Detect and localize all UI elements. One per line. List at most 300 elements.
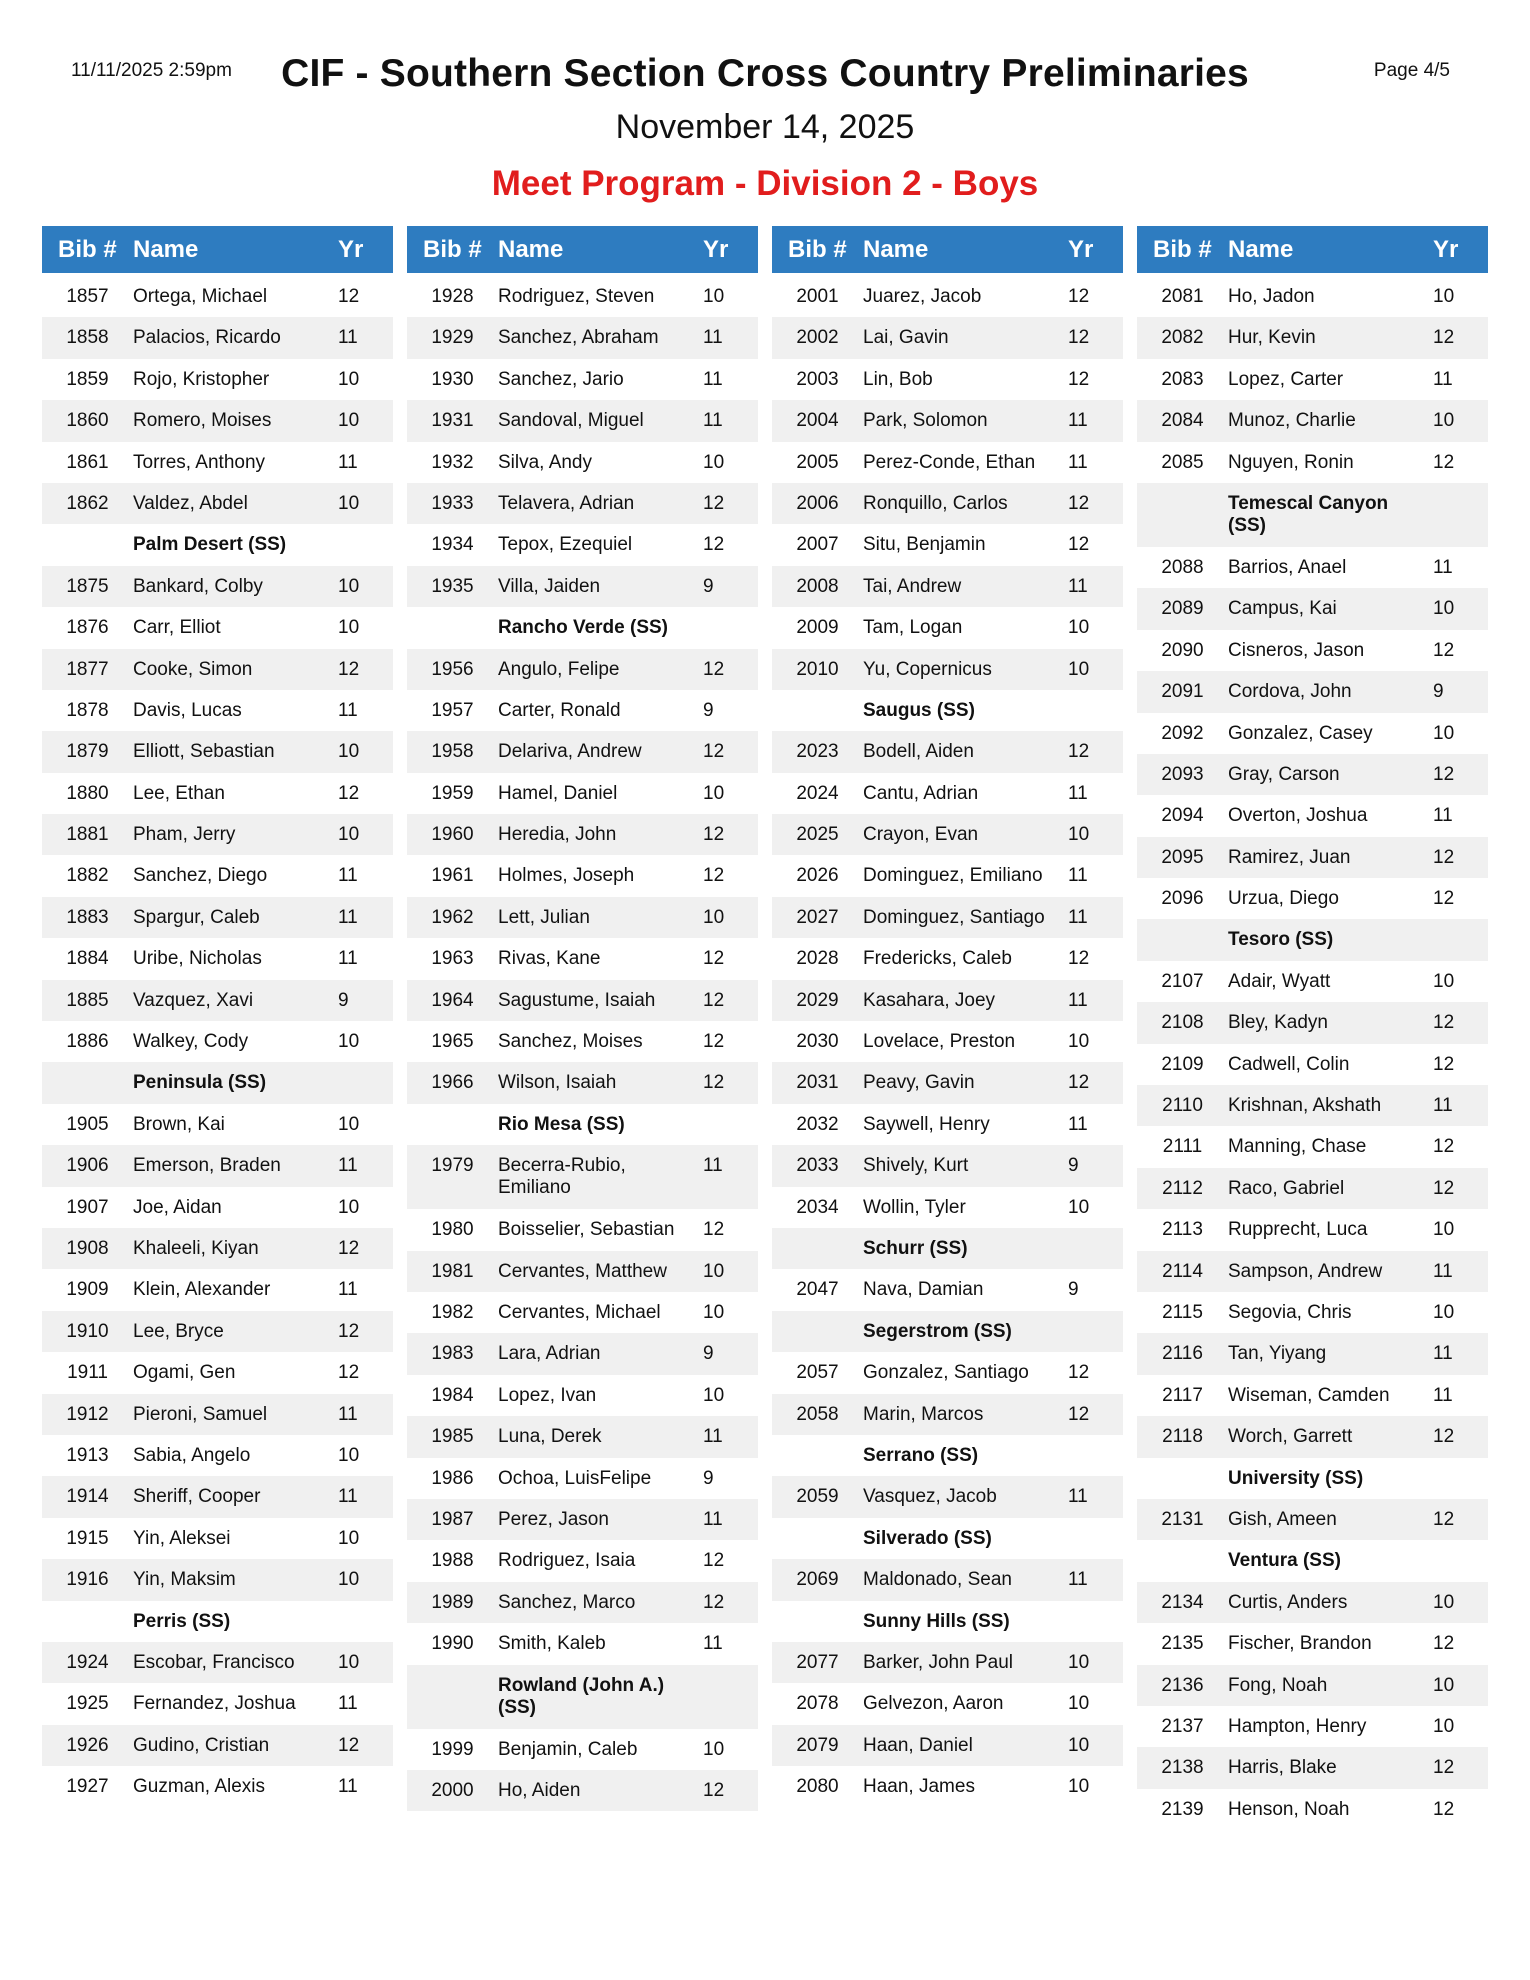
grade-year: 10	[338, 1031, 360, 1053]
bib-number: 1960	[431, 824, 474, 846]
bib-number: 1931	[431, 410, 474, 432]
athlete-name: Overton, Joshua	[1228, 805, 1368, 827]
team-header-row	[42, 1062, 393, 1103]
team-name: Rowland (John A.) (SS)	[498, 1674, 665, 1718]
bib-number: 1859	[66, 368, 109, 390]
athlete-name: Spargur, Caleb	[133, 906, 260, 928]
bib-header: Bib #	[788, 235, 847, 263]
table-row	[407, 1729, 758, 1770]
table-row	[42, 1021, 393, 1062]
grade-year: 12	[703, 1031, 725, 1053]
athlete-name: Cadwell, Colin	[1228, 1053, 1350, 1075]
athlete-name: Vasquez, Jacob	[863, 1486, 997, 1508]
athlete-name: Joe, Aidan	[133, 1196, 222, 1218]
name-header: Name	[133, 235, 199, 263]
grade-year: 12	[1433, 1426, 1455, 1448]
table-row	[772, 1559, 1123, 1600]
athlete-name: Lai, Gavin	[863, 327, 949, 349]
athlete-name: Tai, Andrew	[863, 575, 962, 597]
athlete-name: Uribe, Nicholas	[133, 948, 262, 970]
table-row	[772, 649, 1123, 690]
athlete-name: Sandoval, Miguel	[498, 410, 644, 432]
bib-number: 2032	[796, 1113, 839, 1135]
bib-number: 2058	[796, 1403, 839, 1425]
bib-number: 2034	[796, 1196, 839, 1218]
table-row	[1137, 1375, 1488, 1416]
grade-year: 11	[1068, 1569, 1088, 1591]
grade-year: 12	[1433, 1177, 1455, 1199]
table-row	[1137, 837, 1488, 878]
bib-number: 2028	[796, 948, 839, 970]
bib-number: 1956	[431, 658, 474, 680]
table-row	[42, 1187, 393, 1228]
grade-year: 12	[1433, 1012, 1455, 1034]
table-row	[42, 442, 393, 483]
grade-year: 12	[703, 492, 725, 514]
entries-column-2	[407, 226, 758, 1830]
bib-number: 1908	[66, 1237, 109, 1259]
table-row	[42, 1725, 393, 1766]
bib-number: 2078	[796, 1693, 839, 1715]
table-row	[1137, 400, 1488, 441]
athlete-name: Krishnan, Akshath	[1228, 1095, 1382, 1117]
bib-number: 2069	[796, 1569, 839, 1591]
athlete-name: Bankard, Colby	[133, 575, 263, 597]
athlete-name: Boisselier, Sebastian	[498, 1219, 675, 1241]
grade-year: 12	[1433, 1053, 1455, 1075]
table-row	[772, 773, 1123, 814]
athlete-name: Telavera, Adrian	[498, 492, 635, 514]
bib-number: 2007	[796, 534, 839, 556]
athlete-name: Henson, Noah	[1228, 1798, 1350, 1820]
athlete-name: Ochoa, LuisFelipe	[498, 1467, 652, 1489]
bib-number: 1926	[66, 1734, 109, 1756]
athlete-name: Perez-Conde, Ethan	[863, 451, 1036, 473]
table-row	[407, 690, 758, 731]
grade-year: 11	[338, 451, 358, 473]
grade-year: 11	[1068, 575, 1088, 597]
team-header-row	[772, 1518, 1123, 1559]
grade-year: 11	[1068, 1113, 1088, 1135]
table-row	[772, 731, 1123, 772]
table-row	[42, 1683, 393, 1724]
team-name: Temescal Canyon (SS)	[1228, 492, 1389, 536]
grade-year: 10	[703, 1738, 725, 1760]
name-header: Name	[863, 235, 929, 263]
bib-number: 1928	[431, 286, 474, 307]
athlete-name: Emerson, Braden	[133, 1155, 281, 1177]
grade-year: 11	[338, 1693, 358, 1715]
athlete-name: Yin, Aleksei	[133, 1527, 231, 1549]
grade-year: 11	[1068, 782, 1088, 804]
athlete-name: Gray, Carson	[1228, 763, 1340, 785]
athlete-name: Gonzalez, Santiago	[863, 1362, 1029, 1384]
grade-year: 10	[703, 1301, 725, 1323]
bib-number: 2112	[1162, 1177, 1203, 1199]
bib-number: 1905	[66, 1113, 109, 1135]
bib-number: 1924	[66, 1651, 109, 1673]
athlete-name: Park, Solomon	[863, 410, 988, 432]
athlete-name: Rupprecht, Luca	[1228, 1219, 1368, 1241]
grade-year: 10	[338, 575, 360, 597]
table-row	[407, 359, 758, 400]
table-row	[407, 649, 758, 690]
bib-number: 2030	[796, 1031, 839, 1053]
bib-number: 1880	[66, 782, 109, 804]
bib-number: 1912	[66, 1403, 109, 1425]
athlete-name: Gonzalez, Casey	[1228, 722, 1373, 744]
athlete-name: Sheriff, Cooper	[133, 1486, 261, 1508]
athlete-name: Crayon, Evan	[863, 824, 979, 846]
table-row	[42, 938, 393, 979]
grade-year: 12	[1068, 492, 1090, 514]
table-row	[772, 897, 1123, 938]
athlete-name: Walkey, Cody	[133, 1031, 249, 1053]
grade-year: 11	[703, 1633, 723, 1655]
table-row	[772, 566, 1123, 607]
athlete-name: Perez, Jason	[498, 1508, 609, 1530]
bib-number: 1933	[431, 492, 474, 514]
table-row	[407, 1582, 758, 1623]
grade-year: 10	[1433, 1674, 1455, 1696]
grade-year: 12	[1433, 451, 1455, 473]
team-name: Saugus (SS)	[863, 699, 975, 721]
table-row	[1137, 1002, 1488, 1043]
bib-number: 2059	[796, 1486, 839, 1508]
table-row	[772, 938, 1123, 979]
bib-number: 2082	[1161, 327, 1204, 349]
bib-number: 1935	[431, 575, 474, 597]
athlete-name: Lee, Bryce	[133, 1320, 224, 1342]
table-row	[407, 1062, 758, 1103]
bib-number: 2131	[1161, 1508, 1204, 1530]
column-header	[42, 226, 393, 273]
athlete-name: Juarez, Jacob	[863, 286, 982, 307]
bib-number: 2008	[796, 575, 839, 597]
bib-number: 1929	[431, 327, 474, 349]
grade-year: 12	[1068, 948, 1090, 970]
bib-number: 1877	[66, 658, 109, 680]
bib-number: 1885	[66, 989, 109, 1011]
bib-number: 2088	[1161, 556, 1204, 578]
athlete-name: Munoz, Charlie	[1228, 410, 1356, 432]
bib-number: 2113	[1162, 1219, 1203, 1241]
table-row	[407, 1145, 758, 1209]
table-row	[1137, 795, 1488, 836]
grade-year: 11	[1433, 556, 1453, 578]
grade-year: 12	[1433, 1757, 1455, 1779]
athlete-name: Sanchez, Jario	[498, 368, 624, 390]
table-row	[772, 1394, 1123, 1435]
table-row	[407, 566, 758, 607]
bib-number: 1987	[431, 1508, 474, 1530]
grade-year: 10	[1068, 1734, 1090, 1756]
team-name: Tesoro (SS)	[1228, 929, 1334, 951]
table-row	[1137, 1126, 1488, 1167]
bib-number: 2089	[1161, 598, 1204, 620]
bib-number: 1985	[431, 1426, 474, 1448]
athlete-name: Dominguez, Santiago	[863, 906, 1045, 928]
team-name: Serrano (SS)	[863, 1444, 979, 1466]
bib-number: 1965	[431, 1031, 474, 1053]
grade-year: 12	[1068, 534, 1090, 556]
athlete-name: Angulo, Felipe	[498, 658, 620, 680]
table-row	[1137, 1789, 1488, 1830]
athlete-name: Rodriguez, Isaia	[498, 1550, 636, 1572]
table-row	[772, 524, 1123, 565]
athlete-name: Davis, Lucas	[133, 699, 242, 721]
bib-number: 2003	[796, 368, 839, 390]
column-header	[407, 226, 758, 273]
table-row	[772, 1145, 1123, 1186]
bib-number: 2110	[1162, 1095, 1203, 1117]
grade-year: 11	[338, 1279, 358, 1301]
bib-number: 1986	[431, 1467, 474, 1489]
athlete-name: Kasahara, Joey	[863, 989, 996, 1011]
athlete-name: Silva, Andy	[498, 451, 592, 473]
bib-number: 2096	[1161, 888, 1204, 910]
bib-number: 2080	[796, 1776, 839, 1798]
table-row	[407, 1333, 758, 1374]
table-row	[42, 566, 393, 607]
grade-year: 12	[703, 989, 725, 1011]
grade-year: 12	[338, 1362, 360, 1384]
grade-year: 11	[338, 865, 358, 887]
grade-year: 12	[703, 1550, 725, 1572]
athlete-name: Rodriguez, Steven	[498, 286, 655, 307]
team-header-row	[42, 1601, 393, 1642]
grade-year: 11	[1068, 451, 1088, 473]
athlete-name: Curtis, Anders	[1228, 1591, 1348, 1613]
bib-number: 2107	[1161, 970, 1204, 992]
athlete-name: Lett, Julian	[498, 906, 590, 928]
bib-number: 1925	[66, 1693, 109, 1715]
grade-year: 11	[1433, 805, 1453, 827]
grade-year: 9	[338, 989, 349, 1011]
grade-year: 11	[338, 948, 358, 970]
bib-number: 1932	[431, 451, 474, 473]
grade-year: 10	[338, 741, 360, 763]
athlete-name: Guzman, Alexis	[133, 1776, 265, 1798]
table-row	[42, 980, 393, 1021]
bib-number: 1983	[431, 1343, 474, 1365]
athlete-name: Fischer, Brandon	[1228, 1633, 1372, 1655]
grade-year: 10	[1433, 1219, 1455, 1241]
table-row	[1137, 1333, 1488, 1374]
table-row	[42, 483, 393, 524]
grade-year: 11	[703, 327, 723, 349]
athlete-name: Barrios, Anael	[1228, 556, 1347, 578]
athlete-name: Heredia, John	[498, 824, 617, 846]
team-name: Sunny Hills (SS)	[863, 1610, 1010, 1632]
table-row	[1137, 630, 1488, 671]
athlete-name: Cooke, Simon	[133, 658, 253, 680]
grade-year: 10	[1068, 617, 1090, 639]
table-row	[1137, 1209, 1488, 1250]
team-header-row	[772, 1228, 1123, 1269]
entries-column-3	[772, 226, 1123, 1830]
bib-number: 1906	[66, 1155, 109, 1177]
athlete-name: Ho, Jadon	[1228, 286, 1315, 307]
page-number: Page 4/5	[1373, 60, 1450, 81]
athlete-name: Lopez, Ivan	[498, 1384, 597, 1406]
table-row	[407, 276, 758, 317]
name-header: Name	[1228, 235, 1294, 263]
table-row	[1137, 754, 1488, 795]
athlete-name: Rivas, Kane	[498, 948, 601, 970]
bib-header: Bib #	[423, 235, 482, 263]
athlete-name: Tan, Yiyang	[1228, 1343, 1327, 1365]
athlete-name: Tepox, Ezequiel	[498, 534, 633, 556]
athlete-name: Cervantes, Michael	[498, 1301, 661, 1323]
grade-year: 10	[338, 368, 360, 390]
bib-number: 2024	[796, 782, 839, 804]
print-timestamp: 11/11/2025 2:59pm	[71, 60, 232, 81]
table-row	[42, 814, 393, 855]
bib-number: 2026	[796, 865, 839, 887]
athlete-name: Klein, Alexander	[133, 1279, 271, 1301]
team-header-row	[407, 607, 758, 648]
bib-number: 2109	[1161, 1053, 1204, 1075]
bib-number: 2094	[1161, 805, 1204, 827]
athlete-name: Fong, Noah	[1228, 1674, 1328, 1696]
table-row	[407, 938, 758, 979]
table-row	[407, 1021, 758, 1062]
athlete-name: Lin, Bob	[863, 368, 933, 390]
entries-columns	[42, 226, 1488, 1830]
table-row	[772, 1269, 1123, 1310]
team-header-row	[1137, 1458, 1488, 1499]
athlete-name: Saywell, Henry	[863, 1113, 990, 1135]
table-row	[1137, 713, 1488, 754]
bib-number: 1961	[431, 865, 474, 887]
athlete-name: Harris, Blake	[1228, 1757, 1337, 1779]
bib-number: 2005	[796, 451, 839, 473]
team-header-row	[407, 1104, 758, 1145]
table-row	[42, 359, 393, 400]
grade-year: 11	[1068, 989, 1088, 1011]
athlete-name: Fredericks, Caleb	[863, 948, 1012, 970]
bib-number: 2095	[1161, 846, 1204, 868]
bib-number: 1999	[431, 1738, 474, 1760]
athlete-name: Urzua, Diego	[1228, 888, 1339, 910]
grade-year: 11	[1068, 410, 1088, 432]
athlete-name: Raco, Gabriel	[1228, 1177, 1345, 1199]
table-row	[407, 855, 758, 896]
table-row	[772, 814, 1123, 855]
bib-number: 2091	[1161, 681, 1204, 703]
grade-year: 12	[703, 824, 725, 846]
athlete-name: Sanchez, Marco	[498, 1591, 636, 1613]
table-row	[42, 1228, 393, 1269]
bib-number: 2090	[1161, 639, 1204, 661]
athlete-name: Adair, Wyatt	[1228, 970, 1331, 992]
athlete-name: Pham, Jerry	[133, 824, 236, 846]
grade-year: 12	[1433, 763, 1455, 785]
athlete-name: Holmes, Joseph	[498, 865, 635, 887]
athlete-name: Worch, Garrett	[1228, 1426, 1353, 1448]
table-row	[1137, 878, 1488, 919]
table-row	[1137, 547, 1488, 588]
grade-year: 10	[338, 617, 360, 639]
grade-year: 10	[338, 1651, 360, 1673]
grade-year: 12	[1068, 1362, 1090, 1384]
grade-year: 12	[1068, 1072, 1090, 1094]
table-row	[1137, 1665, 1488, 1706]
year-header: Yr	[1433, 235, 1459, 263]
grade-year: 12	[1433, 1508, 1455, 1530]
table-row	[1137, 1044, 1488, 1085]
grade-year: 11	[703, 1508, 723, 1530]
athlete-name: Nava, Damian	[863, 1279, 984, 1301]
bib-number: 2117	[1162, 1384, 1203, 1406]
table-row	[42, 1476, 393, 1517]
table-row	[42, 1352, 393, 1393]
grade-year: 11	[1433, 1260, 1453, 1282]
bib-number: 1857	[66, 286, 109, 307]
athlete-name: Hampton, Henry	[1228, 1715, 1367, 1737]
team-header-row	[772, 690, 1123, 731]
bib-number: 1861	[66, 451, 109, 473]
table-row	[42, 1104, 393, 1145]
grade-year: 10	[1068, 658, 1090, 680]
athlete-name: Haan, James	[863, 1776, 975, 1798]
team-header-row	[772, 1435, 1123, 1476]
table-row	[772, 359, 1123, 400]
grade-year: 10	[1433, 410, 1455, 432]
bib-number: 2004	[796, 410, 839, 432]
grade-year: 12	[703, 1591, 725, 1613]
grade-year: 12	[1433, 888, 1455, 910]
table-row	[42, 317, 393, 358]
table-row	[407, 1458, 758, 1499]
grade-year: 12	[703, 1072, 725, 1094]
bib-number: 1927	[66, 1776, 109, 1798]
athlete-name: Escobar, Francisco	[133, 1651, 295, 1673]
year-header: Yr	[1068, 235, 1094, 263]
athlete-name: Marin, Marcos	[863, 1403, 984, 1425]
grade-year: 10	[1068, 824, 1090, 846]
athlete-name: Dominguez, Emiliano	[863, 865, 1043, 887]
athlete-name: Sanchez, Moises	[498, 1031, 643, 1053]
table-row	[407, 814, 758, 855]
table-row	[42, 1642, 393, 1683]
grade-year: 12	[1068, 1403, 1090, 1425]
table-row	[42, 1394, 393, 1435]
table-row	[42, 276, 393, 317]
bib-number: 2084	[1161, 410, 1204, 432]
column-header	[772, 226, 1123, 273]
bib-number: 2136	[1161, 1674, 1204, 1696]
table-row	[407, 1292, 758, 1333]
bib-number: 2023	[796, 741, 839, 763]
grade-year: 9	[703, 575, 714, 597]
athlete-name: Palacios, Ricardo	[133, 327, 281, 349]
grade-year: 9	[1068, 1155, 1079, 1177]
table-row	[42, 855, 393, 896]
athlete-name: Wiseman, Camden	[1228, 1384, 1390, 1406]
bib-number: 2002	[796, 327, 839, 349]
table-row	[1137, 1747, 1488, 1788]
grade-year: 12	[338, 1320, 360, 1342]
grade-year: 11	[338, 1155, 358, 1177]
bib-number: 1930	[431, 368, 474, 390]
grade-year: 12	[703, 1779, 725, 1801]
table-row	[42, 897, 393, 938]
grade-year: 11	[1433, 368, 1453, 390]
bib-number: 1881	[66, 824, 109, 846]
grade-year: 9	[1433, 681, 1444, 703]
